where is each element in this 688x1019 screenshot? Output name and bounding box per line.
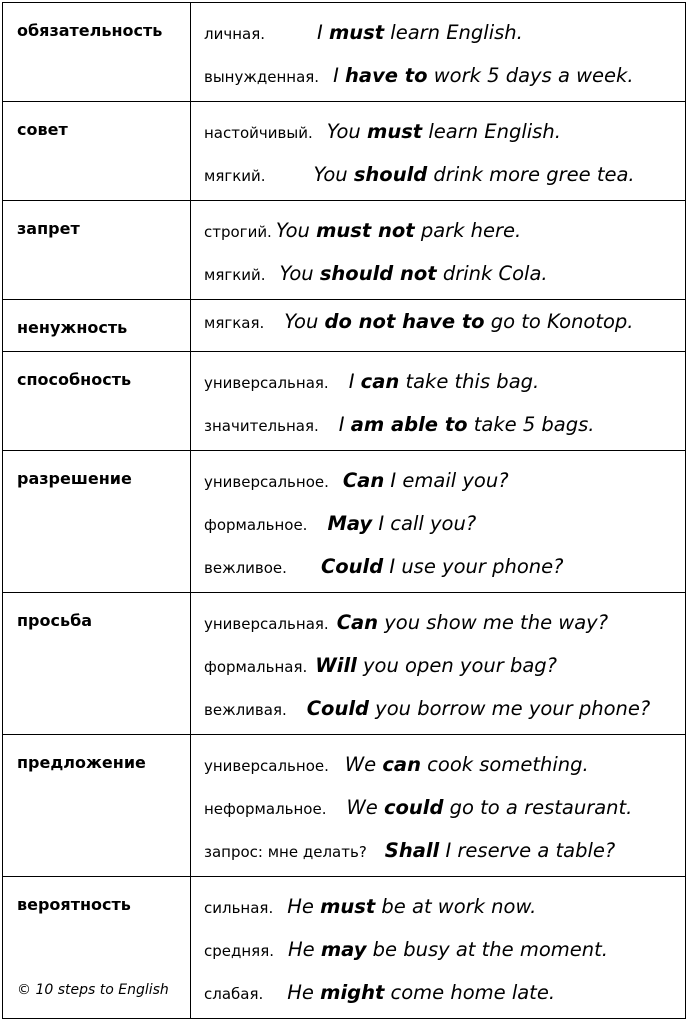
table-row <box>3 593 686 735</box>
category-label: ненужность <box>17 318 128 337</box>
example-list <box>191 593 685 734</box>
usage-label: слабая. <box>204 985 264 1003</box>
sentence-end: learn English. <box>422 120 561 143</box>
table-row <box>3 451 686 593</box>
sentence-start: You <box>275 219 317 242</box>
example-line <box>191 975 685 1018</box>
sentence-start: You <box>326 120 367 143</box>
category-label: способность <box>17 370 132 389</box>
sentence-end: I email you? <box>384 469 509 492</box>
example-line <box>191 256 685 299</box>
sentence-end: take 5 bags. <box>467 413 595 436</box>
sentence-end: I call you? <box>372 512 477 535</box>
example-sentence <box>339 413 595 436</box>
modal-verb: might <box>320 981 385 1004</box>
modal-verb: may <box>320 938 367 961</box>
sentence-end: you open your bag? <box>356 654 558 677</box>
sentence-start: We <box>346 796 384 819</box>
category-label: вероятность <box>17 895 131 914</box>
usage-label: строгий. <box>204 223 272 241</box>
example-line <box>191 15 685 58</box>
usage-label: значительная. <box>204 417 319 435</box>
category-label: просьба <box>17 611 93 630</box>
category-label: предложение <box>17 753 146 772</box>
sentence-start: He <box>288 938 321 961</box>
modal-verb: have to <box>345 64 428 87</box>
usage-label: неформальное. <box>204 800 327 818</box>
sentence-start: You <box>313 163 354 186</box>
table-row <box>3 877 686 1019</box>
category-cell <box>3 352 191 451</box>
modal-verb: am able to <box>350 413 468 436</box>
modal-verb: must <box>328 21 385 44</box>
modal-verb: Can <box>342 469 385 492</box>
sentence-end: learn English. <box>384 21 523 44</box>
example-sentence <box>321 555 564 578</box>
sentence-end: work 5 days a week. <box>427 64 634 87</box>
example-list <box>191 102 685 200</box>
copyright-note: © 10 steps to English <box>17 982 169 998</box>
example-sentence <box>287 981 555 1004</box>
sentence-end: drink Cola. <box>436 262 548 285</box>
example-list <box>191 3 685 101</box>
usage-label: вежливое. <box>204 559 287 577</box>
sentence-start: I <box>338 413 351 436</box>
category-cell <box>3 451 191 593</box>
example-line <box>191 463 685 506</box>
example-line <box>191 747 685 790</box>
modal-verb: Will <box>315 654 357 677</box>
example-line <box>191 691 685 734</box>
example-list <box>191 300 685 347</box>
table-row <box>3 300 686 352</box>
example-line <box>191 605 685 648</box>
category-cell <box>3 201 191 300</box>
example-line <box>191 213 685 256</box>
usage-label: средняя. <box>204 942 274 960</box>
example-line <box>191 407 685 450</box>
sentence-start: I <box>333 64 346 87</box>
example-line <box>191 932 685 975</box>
usage-label: формальная. <box>204 658 308 676</box>
example-list <box>191 451 685 592</box>
example-sentence <box>345 753 589 776</box>
example-sentence <box>349 370 540 393</box>
example-sentence <box>307 697 651 720</box>
sentence-end: you show me the way? <box>378 611 609 634</box>
modal-verb: must <box>367 120 423 143</box>
usage-label: универсальное. <box>204 473 329 491</box>
category-label: обязательность <box>17 21 163 40</box>
sentence-start: I <box>348 370 361 393</box>
category-cell <box>3 3 191 102</box>
modal-verb: May <box>327 512 373 535</box>
sentence-start: I <box>317 21 329 44</box>
example-list <box>191 352 685 450</box>
usage-label: формальное. <box>204 516 308 534</box>
modal-verb: must <box>320 895 376 918</box>
sentence-end: be busy at the moment. <box>366 938 608 961</box>
sentence-end: you borrow me your phone? <box>368 697 651 720</box>
example-sentence <box>287 895 536 918</box>
example-line <box>191 157 685 200</box>
example-list <box>191 735 685 876</box>
usage-label: мягкая. <box>204 314 265 332</box>
sentence-start: You <box>284 310 325 333</box>
modal-verb: should <box>353 163 428 186</box>
example-line <box>191 58 685 101</box>
example-list <box>191 877 685 1018</box>
category-cell <box>3 300 191 352</box>
category-cell <box>3 593 191 735</box>
category-label: совет <box>17 120 68 139</box>
sentence-end: go to Konotop. <box>484 310 634 333</box>
sentence-end: take this bag. <box>399 370 540 393</box>
example-line <box>191 304 685 347</box>
examples-cell <box>191 102 686 201</box>
example-sentence <box>314 163 635 186</box>
example-sentence <box>280 262 548 285</box>
modal-verb: must not <box>316 219 415 242</box>
examples-cell <box>191 3 686 102</box>
table-row <box>3 3 686 102</box>
category-label: запрет <box>17 219 80 238</box>
usage-label: универсальная. <box>204 374 329 392</box>
example-sentence <box>276 219 521 242</box>
usage-label: вынужденная. <box>204 68 320 86</box>
example-sentence <box>337 611 608 634</box>
example-line <box>191 833 685 876</box>
sentence-end: go to a restaurant. <box>443 796 633 819</box>
example-sentence <box>343 469 509 492</box>
usage-label: сильная. <box>204 899 274 917</box>
example-line <box>191 506 685 549</box>
example-sentence <box>327 120 561 143</box>
example-list <box>191 201 685 299</box>
example-line <box>191 364 685 407</box>
table-row <box>3 201 686 300</box>
table-row <box>3 352 686 451</box>
category-cell <box>3 877 191 1019</box>
table-body <box>3 3 686 1019</box>
example-line <box>191 648 685 691</box>
sentence-end: park here. <box>414 219 522 242</box>
category-cell <box>3 102 191 201</box>
modal-verbs-table <box>2 2 686 1019</box>
example-sentence <box>333 64 633 87</box>
usage-label: запрос: мне делать? <box>204 843 367 861</box>
sentence-end: cook something. <box>420 753 589 776</box>
sentence-end: drink more gree tea. <box>427 163 635 186</box>
examples-cell <box>191 300 686 352</box>
example-sentence <box>315 654 557 677</box>
usage-label: мягкий. <box>204 167 266 185</box>
usage-label: личная. <box>204 25 265 43</box>
modal-verb: should not <box>319 262 437 285</box>
example-sentence <box>288 938 608 961</box>
sentence-start: He <box>287 981 321 1004</box>
examples-cell <box>191 451 686 593</box>
usage-label: настойчивый. <box>204 124 313 142</box>
example-line <box>191 790 685 833</box>
modal-verb: Shall <box>384 839 440 862</box>
examples-cell <box>191 201 686 300</box>
usage-label: мягкий. <box>204 266 266 284</box>
example-sentence <box>317 21 523 44</box>
category-cell <box>3 735 191 877</box>
table-row <box>3 102 686 201</box>
example-sentence <box>385 839 615 862</box>
usage-label: вежливая. <box>204 701 287 719</box>
modal-verb: Can <box>336 611 379 634</box>
examples-cell <box>191 877 686 1019</box>
example-line <box>191 549 685 592</box>
examples-cell <box>191 352 686 451</box>
sentence-start: We <box>344 753 383 776</box>
modal-verb: Could <box>320 555 384 578</box>
sentence-end: I reserve a table? <box>439 839 616 862</box>
sentence-end: come home late. <box>384 981 556 1004</box>
sentence-end: be at work now. <box>375 895 537 918</box>
sentence-start: He <box>287 895 321 918</box>
example-line <box>191 114 685 157</box>
usage-label: универсальное. <box>204 757 329 775</box>
usage-label: универсальная. <box>204 615 329 633</box>
modal-verb: could <box>383 796 444 819</box>
sentence-end: I use your phone? <box>383 555 564 578</box>
category-label: разрешение <box>17 469 132 488</box>
table-row <box>3 735 686 877</box>
modal-verb: do not have to <box>324 310 485 333</box>
modal-verb: can <box>382 753 421 776</box>
modal-verb: can <box>360 370 400 393</box>
example-line <box>191 889 685 932</box>
example-sentence <box>327 512 476 535</box>
sentence-start: You <box>279 262 320 285</box>
examples-cell <box>191 593 686 735</box>
example-sentence <box>346 796 632 819</box>
modal-verb: Could <box>306 697 369 720</box>
examples-cell <box>191 735 686 877</box>
example-sentence <box>284 310 633 333</box>
